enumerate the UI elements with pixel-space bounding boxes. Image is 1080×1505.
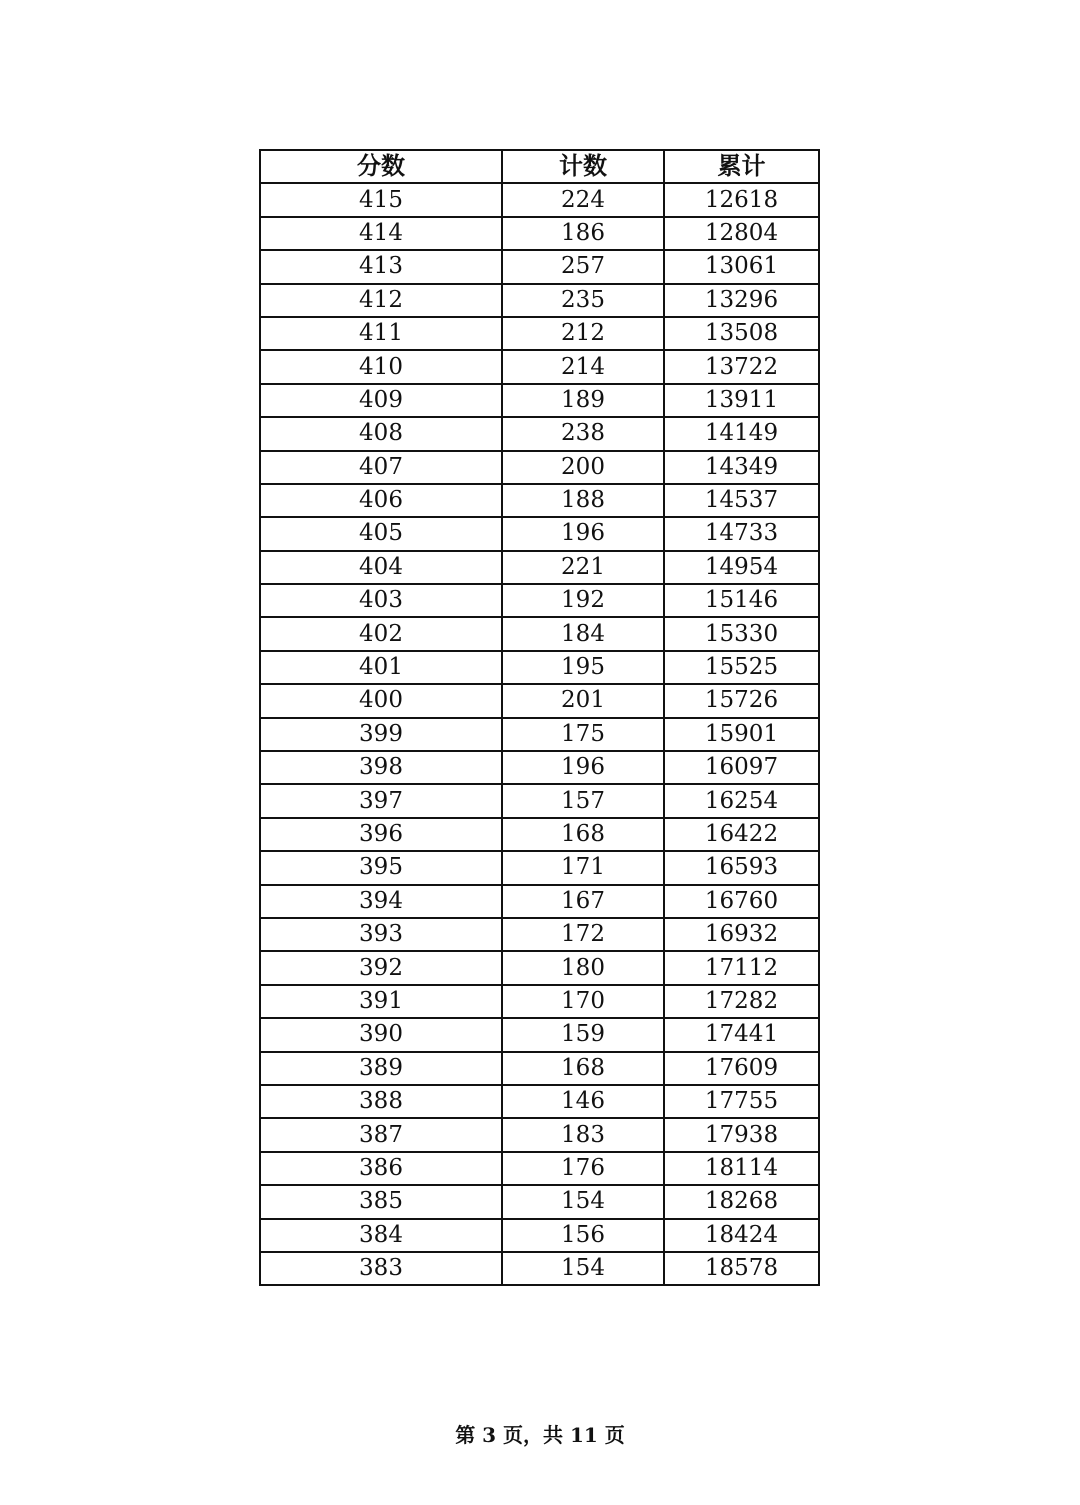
cumulative-cell: 14149 (664, 417, 819, 450)
count-cell: 180 (502, 951, 664, 984)
count-cell: 170 (502, 985, 664, 1018)
count-cell: 175 (502, 718, 664, 751)
count-cell: 154 (502, 1185, 664, 1218)
count-cell: 238 (502, 417, 664, 450)
score-cell: 409 (260, 384, 502, 417)
cumulative-cell: 13722 (664, 350, 819, 383)
cumulative-cell: 17609 (664, 1052, 819, 1085)
table-row (260, 551, 819, 584)
table-row (260, 918, 819, 951)
cumulative-cell: 16422 (664, 818, 819, 851)
score-cell: 385 (260, 1185, 502, 1218)
cumulative-cell: 18424 (664, 1219, 819, 1252)
score-cell: 390 (260, 1018, 502, 1051)
score-cell: 403 (260, 584, 502, 617)
score-cell: 415 (260, 183, 502, 216)
count-cell: 188 (502, 484, 664, 517)
count-cell: 214 (502, 350, 664, 383)
count-cell: 157 (502, 784, 664, 817)
score-cell: 398 (260, 751, 502, 784)
cumulative-cell: 15901 (664, 718, 819, 751)
table-row (260, 183, 819, 216)
count-cell: 159 (502, 1018, 664, 1051)
table-row (260, 751, 819, 784)
count-cell: 168 (502, 1052, 664, 1085)
table-row (260, 317, 819, 350)
count-cell: 189 (502, 384, 664, 417)
score-cell: 396 (260, 818, 502, 851)
score-table (259, 149, 820, 1286)
score-cell: 404 (260, 551, 502, 584)
cumulative-cell: 15330 (664, 617, 819, 650)
cumulative-cell: 16593 (664, 851, 819, 884)
table-row (260, 1085, 819, 1118)
score-cell: 392 (260, 951, 502, 984)
count-cell: 156 (502, 1219, 664, 1252)
cumulative-cell: 18114 (664, 1152, 819, 1185)
count-cell: 224 (502, 183, 664, 216)
cumulative-cell: 15525 (664, 651, 819, 684)
table-row (260, 584, 819, 617)
count-cell: 183 (502, 1118, 664, 1151)
table-row (260, 1185, 819, 1218)
score-cell: 400 (260, 684, 502, 717)
table-row (260, 1219, 819, 1252)
table-row (260, 250, 819, 283)
header-score: 分数 (260, 150, 502, 183)
table-row (260, 885, 819, 918)
count-cell: 235 (502, 284, 664, 317)
count-cell: 196 (502, 751, 664, 784)
count-cell: 172 (502, 918, 664, 951)
table-row (260, 517, 819, 550)
table-row (260, 350, 819, 383)
cumulative-cell: 16097 (664, 751, 819, 784)
table-row (260, 484, 819, 517)
score-cell: 391 (260, 985, 502, 1018)
score-cell: 399 (260, 718, 502, 751)
count-cell: 196 (502, 517, 664, 550)
cumulative-cell: 16254 (664, 784, 819, 817)
count-cell: 201 (502, 684, 664, 717)
score-cell: 383 (260, 1252, 502, 1285)
cumulative-cell: 16932 (664, 918, 819, 951)
score-cell: 394 (260, 885, 502, 918)
table-row (260, 417, 819, 450)
table-row (260, 1018, 819, 1051)
header-cumulative: 累计 (664, 150, 819, 183)
cumulative-cell: 14537 (664, 484, 819, 517)
header-count: 计数 (502, 150, 664, 183)
cumulative-cell: 14349 (664, 451, 819, 484)
score-cell: 411 (260, 317, 502, 350)
table-row (260, 951, 819, 984)
count-cell: 171 (502, 851, 664, 884)
table-row (260, 1118, 819, 1151)
table-row (260, 1252, 819, 1285)
table-row (260, 217, 819, 250)
score-cell: 402 (260, 617, 502, 650)
cumulative-cell: 13911 (664, 384, 819, 417)
cumulative-cell: 14733 (664, 517, 819, 550)
cumulative-cell: 16760 (664, 885, 819, 918)
table-row (260, 1152, 819, 1185)
count-cell: 186 (502, 217, 664, 250)
cumulative-cell: 14954 (664, 551, 819, 584)
cumulative-cell: 13508 (664, 317, 819, 350)
table-row (260, 617, 819, 650)
cumulative-cell: 17755 (664, 1085, 819, 1118)
cumulative-cell: 12804 (664, 217, 819, 250)
table-row (260, 818, 819, 851)
score-cell: 397 (260, 784, 502, 817)
table-row (260, 451, 819, 484)
cumulative-cell: 12618 (664, 183, 819, 216)
score-cell: 388 (260, 1085, 502, 1118)
count-cell: 221 (502, 551, 664, 584)
table-header (260, 150, 819, 183)
page-footer: 第 3 页，共 11 页 (455, 1423, 625, 1447)
table-row (260, 1052, 819, 1085)
cumulative-cell: 15146 (664, 584, 819, 617)
cumulative-cell: 17282 (664, 985, 819, 1018)
cumulative-cell: 13296 (664, 284, 819, 317)
count-cell: 176 (502, 1152, 664, 1185)
cumulative-cell: 17441 (664, 1018, 819, 1051)
score-cell: 410 (260, 350, 502, 383)
score-cell: 412 (260, 284, 502, 317)
score-cell: 407 (260, 451, 502, 484)
score-cell: 384 (260, 1219, 502, 1252)
count-cell: 200 (502, 451, 664, 484)
table-row (260, 384, 819, 417)
score-cell: 386 (260, 1152, 502, 1185)
table-row (260, 784, 819, 817)
score-cell: 406 (260, 484, 502, 517)
score-cell: 414 (260, 217, 502, 250)
score-cell: 408 (260, 417, 502, 450)
score-cell: 395 (260, 851, 502, 884)
count-cell: 195 (502, 651, 664, 684)
score-cell: 389 (260, 1052, 502, 1085)
table-row (260, 684, 819, 717)
count-cell: 154 (502, 1252, 664, 1285)
count-cell: 212 (502, 317, 664, 350)
count-cell: 184 (502, 617, 664, 650)
count-cell: 192 (502, 584, 664, 617)
cumulative-cell: 17112 (664, 951, 819, 984)
count-cell: 257 (502, 250, 664, 283)
cumulative-cell: 13061 (664, 250, 819, 283)
table-row (260, 851, 819, 884)
table-row (260, 284, 819, 317)
table-row (260, 651, 819, 684)
cumulative-cell: 15726 (664, 684, 819, 717)
table-body (260, 183, 819, 1285)
table-row (260, 985, 819, 1018)
cumulative-cell: 17938 (664, 1118, 819, 1151)
count-cell: 168 (502, 818, 664, 851)
table-row (260, 718, 819, 751)
score-cell: 413 (260, 250, 502, 283)
score-cell: 387 (260, 1118, 502, 1151)
score-cell: 393 (260, 918, 502, 951)
score-cell: 401 (260, 651, 502, 684)
score-cell: 405 (260, 517, 502, 550)
count-cell: 167 (502, 885, 664, 918)
header-row (260, 150, 819, 183)
cumulative-cell: 18578 (664, 1252, 819, 1285)
count-cell: 146 (502, 1085, 664, 1118)
cumulative-cell: 18268 (664, 1185, 819, 1218)
